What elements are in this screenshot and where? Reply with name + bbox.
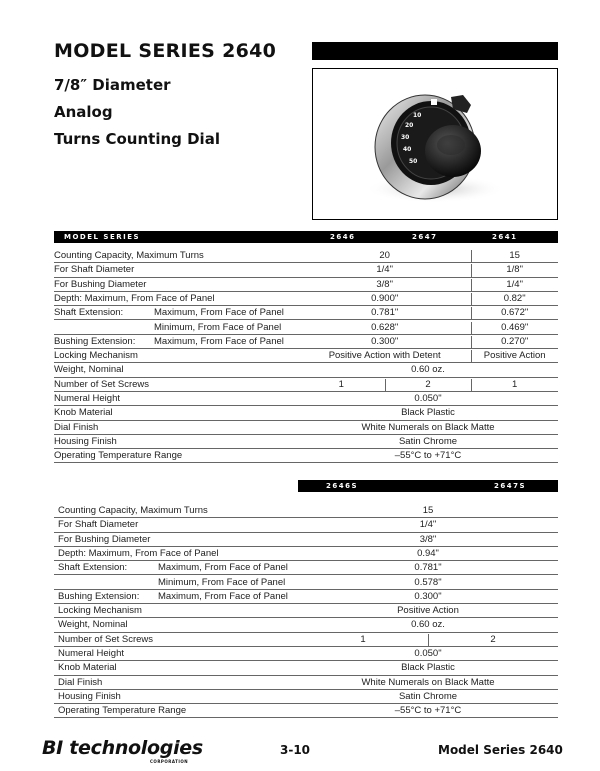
subtitle-line-2: Analog [54, 103, 113, 121]
column-divider [471, 279, 472, 291]
table-cell: 0.578" [414, 576, 442, 588]
subtitle-line-1: 7/8″ Diameter [54, 76, 171, 94]
column-divider [471, 250, 472, 262]
table-cell: 1 [512, 378, 518, 390]
row-rule [54, 717, 558, 718]
table-row [54, 406, 558, 420]
svg-text:10: 10 [413, 112, 422, 119]
product-photo [312, 68, 558, 220]
table-row [54, 306, 558, 320]
table-row [54, 435, 558, 449]
row-label: Counting Capacity, Maximum Turns [54, 250, 204, 261]
table-row [54, 690, 558, 704]
table-row [54, 392, 558, 406]
table-row [54, 576, 558, 590]
table-cell: Satin Chrome [398, 435, 458, 447]
table-cell: Positive Action [483, 350, 546, 362]
table-row [54, 504, 558, 518]
table-cell: 0.270" [501, 335, 529, 347]
svg-text:50: 50 [409, 158, 418, 165]
row-label: Numeral Height [54, 393, 120, 404]
row-sublabel: Maximum, From Face of Panel [154, 335, 284, 347]
table-cell: 1 [360, 633, 366, 645]
row-label: Dial Finish [54, 421, 99, 433]
row-label: Weight, Nominal [54, 364, 124, 376]
page-number: 3-10 [280, 743, 311, 757]
model-series-header-label: MODEL SERIES [64, 233, 141, 241]
column-divider [385, 379, 386, 391]
footer-model-label: Model Series 2640 [438, 743, 563, 757]
row-label: Dial Finish [58, 676, 103, 688]
table-row [54, 661, 558, 675]
row-label: Shaft Extension: [54, 307, 124, 319]
table-cell: Positive Action [397, 605, 459, 617]
table-row [54, 547, 558, 561]
row-label: Number of Set Screws [54, 378, 150, 390]
column-divider [471, 322, 472, 334]
column-divider [428, 634, 429, 646]
table-cell: 0.050" [414, 648, 442, 659]
table-row [54, 263, 558, 277]
table-cell: 1/4" [419, 519, 437, 531]
row-label: Weight, Nominal [58, 619, 128, 631]
row-label: Knob Material [54, 407, 113, 419]
logo-subtext: CORPORATION [150, 759, 189, 764]
spec-table-1 [54, 231, 558, 471]
table-cell: 15 [509, 250, 520, 261]
row-label: Knob Material [58, 662, 117, 674]
row-label: Counting Capacity, Maximum Turns [58, 505, 208, 516]
subtitle-line-3: Turns Counting Dial [54, 130, 220, 148]
model-header-2646s: 2646S [326, 482, 359, 490]
table-cell: 20 [379, 250, 390, 261]
table-row [54, 378, 558, 392]
model-header-2647s: 2647S [494, 482, 527, 490]
row-label: Operating Temperature Range [54, 450, 183, 462]
table-cell: 0.672" [501, 307, 529, 319]
table-cell: 0.60 oz. [411, 619, 445, 631]
table-cell: –55°C to +71°C [394, 705, 462, 717]
logo-text: BI technologies [42, 737, 203, 759]
table-row [54, 633, 558, 647]
table-cell: Positive Action with Detent [328, 350, 441, 362]
table-row [54, 249, 558, 263]
table-cell: 0.60 oz. [411, 364, 445, 376]
table-cell: 0.781" [414, 562, 442, 574]
svg-text:20: 20 [405, 122, 414, 129]
table-cell: 1 [338, 378, 344, 390]
table-cell: Black Plastic [401, 662, 455, 674]
row-label: For Bushing Diameter [58, 533, 151, 545]
column-divider [471, 379, 472, 391]
row-sublabel: Minimum, From Face of Panel [154, 321, 282, 333]
table-cell: 15 [422, 505, 434, 516]
column-divider [471, 350, 472, 362]
row-label: Depth: Maximum, From Face of Panel [58, 547, 219, 559]
table-row [54, 449, 558, 463]
table-row [54, 349, 558, 363]
table-row [54, 618, 558, 632]
table-row [54, 533, 558, 547]
row-label: For Shaft Diameter [54, 264, 135, 276]
table-row [54, 363, 558, 377]
table-cell: 0.300" [414, 590, 442, 602]
table-row [54, 590, 558, 604]
row-label: Locking Mechanism [58, 605, 142, 617]
table-row [54, 561, 558, 575]
table-row [54, 647, 558, 661]
row-label: Bushing Extension: [58, 590, 140, 602]
row-sublabel: Maximum, From Face of Panel [158, 562, 288, 574]
table-cell: 0.469" [501, 321, 529, 333]
row-label: Locking Mechanism [54, 350, 138, 362]
table-cell: 0.300" [371, 335, 399, 347]
table-row [54, 321, 558, 335]
table-cell: 0.050" [414, 393, 442, 404]
table-1-header [54, 231, 558, 243]
table-cell: 2 [425, 378, 431, 390]
row-sublabel: Maximum, From Face of Panel [154, 307, 284, 319]
table-cell: Black Plastic [401, 407, 455, 419]
row-label: Numeral Height [58, 648, 124, 659]
table-row [54, 421, 558, 435]
row-label: For Bushing Diameter [54, 278, 147, 290]
column-divider [471, 264, 472, 276]
table-row [54, 676, 558, 690]
table-cell: 2 [490, 633, 496, 645]
spec-table-2 [54, 480, 558, 724]
row-label: Bushing Extension: [54, 335, 136, 347]
table-row [54, 292, 558, 306]
table-cell: 1/8" [506, 264, 523, 276]
table-cell: 0.82" [503, 292, 526, 304]
table-2-header [298, 480, 558, 492]
svg-text:30: 30 [401, 134, 410, 141]
table-cell: 0.900" [371, 292, 399, 304]
table-cell: White Numerals on Black Matte [361, 676, 495, 688]
dial-knob-image [313, 69, 557, 219]
table-cell: –55°C to +71°C [394, 450, 462, 462]
row-sublabel: Maximum, From Face of Panel [158, 590, 288, 602]
table-cell: 3/8" [419, 533, 437, 545]
row-label: Depth: Maximum, From Face of Panel [54, 292, 215, 304]
row-label: Shaft Extension: [58, 562, 128, 574]
table-cell: 1/4" [376, 264, 393, 276]
row-rule [54, 462, 558, 463]
company-logo [42, 737, 203, 764]
title-bar-decoration [312, 42, 558, 60]
table-row [54, 604, 558, 618]
column-divider [471, 336, 472, 348]
table-cell: Satin Chrome [398, 690, 458, 702]
table-cell: 3/8" [376, 278, 393, 290]
model-header-2646: 2646 [330, 233, 356, 241]
row-label: Housing Finish [54, 435, 117, 447]
model-header-2647: 2647 [412, 233, 438, 241]
table-row [54, 335, 558, 349]
table-cell: 1/4" [506, 278, 523, 290]
table-row [54, 518, 558, 532]
title-block [54, 40, 276, 153]
row-label: Housing Finish [58, 690, 121, 702]
table-row [54, 704, 558, 718]
table-cell: 0.94" [417, 547, 439, 559]
column-divider [471, 293, 472, 305]
svg-text:40: 40 [403, 146, 412, 153]
column-divider [471, 307, 472, 319]
row-label: Number of Set Screws [58, 633, 154, 645]
row-label: For Shaft Diameter [58, 519, 139, 531]
table-cell: White Numerals on Black Matte [361, 421, 495, 433]
page-title: MODEL SERIES 2640 [54, 40, 277, 62]
model-header-2641: 2641 [492, 233, 518, 241]
table-cell: 0.628" [371, 321, 399, 333]
table-cell: 0.781" [371, 307, 399, 319]
row-sublabel: Minimum, From Face of Panel [158, 576, 286, 588]
table-row [54, 278, 558, 292]
row-label: Operating Temperature Range [58, 705, 187, 717]
